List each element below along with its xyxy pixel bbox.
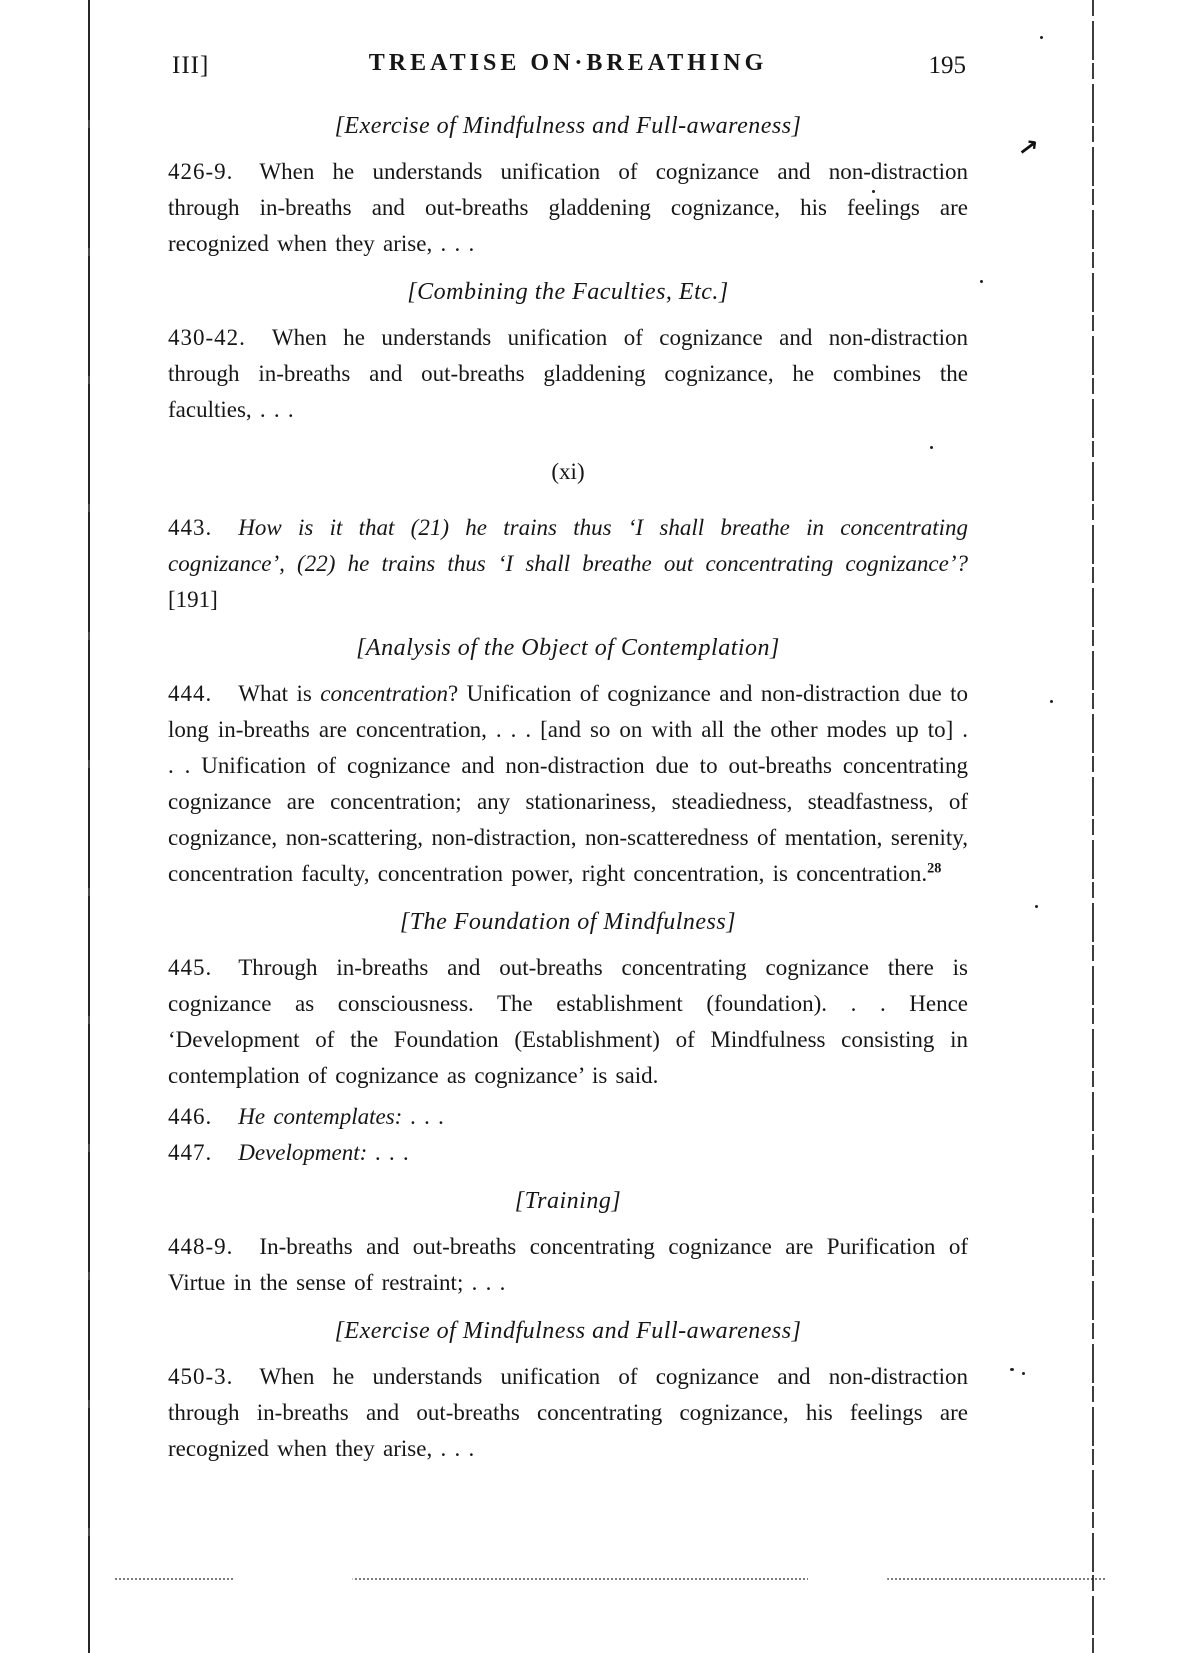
paragraph-number: 447. bbox=[168, 1140, 213, 1165]
paragraph bbox=[168, 1359, 968, 1467]
paragraph bbox=[168, 320, 968, 428]
paragraph-number: 430-42. bbox=[168, 325, 246, 350]
text-run: [191] bbox=[168, 587, 218, 612]
paragraph bbox=[168, 1099, 968, 1135]
text-run: concentration bbox=[320, 681, 448, 706]
section-heading bbox=[168, 274, 968, 310]
running-title: TREATISE ON·BREATHING bbox=[368, 50, 768, 76]
scan-speck bbox=[1010, 1368, 1014, 1371]
paragraph-number: 443. bbox=[168, 515, 213, 540]
text-run: (xi) bbox=[551, 459, 585, 484]
scan-gutter-line-left bbox=[88, 0, 90, 1653]
text-run: [Training] bbox=[514, 1188, 622, 1214]
text-run: When he understands unification of cognizance and non-distraction through in-breaths and out-breaths gladdening cognizance, he combines the faculties, . . . bbox=[168, 325, 968, 422]
paragraph bbox=[168, 510, 968, 618]
section-heading bbox=[168, 1313, 968, 1349]
text-block bbox=[168, 96, 968, 1472]
text-run: Through in-breaths and out-breaths concentrating cognizance there is cognizance as consciousness. The establishment (foundation). . . Hence ‘Development of the Foundation (Establishment) of Mindfulness consisting in contemplation of cognizance as cognizance’ is said. bbox=[168, 955, 968, 1088]
scan-speck bbox=[1035, 905, 1038, 908]
text-run: Development: . . . bbox=[238, 1140, 410, 1165]
text-run: [Analysis of the Object of Contemplation] bbox=[356, 635, 780, 661]
section-heading bbox=[168, 904, 968, 940]
text-run: When he understands unification of cognizance and non-distraction through in-breaths and out-breaths gladdening cognizance, his feelings are recognized when they arise, . . . bbox=[168, 159, 968, 256]
paragraph bbox=[168, 1229, 968, 1301]
paragraph bbox=[168, 154, 968, 262]
section-label bbox=[168, 454, 968, 490]
text-run: ? Unification of cognizance and non-distraction due to long in-breaths are concentration, . . . [and so on with all the other modes up to] . . . Unification of cognizance and non-distraction due to out-breaths concentrating cognizance are concentration; any stationariness, steadiedness, steadfastness, of cognizance, non-scattering, non-distraction, non-scatteredness of mentation, serenity, concentration faculty, concentration power, right concentration, is concentration. bbox=[168, 681, 968, 886]
scan-speck bbox=[1022, 1372, 1025, 1375]
paragraph-number: 450-3. bbox=[168, 1364, 234, 1389]
scan-edge-line-right bbox=[1092, 0, 1094, 1653]
text-run: What is bbox=[238, 681, 321, 706]
text-run: When he understands unification of cognizance and non-distraction through in-breaths and out-breaths concentrating cognizance, his feelings are recognized when they arise, . . . bbox=[168, 1364, 968, 1461]
page-number: 195 bbox=[928, 52, 966, 79]
paragraph-number: 446. bbox=[168, 1104, 213, 1129]
paragraph bbox=[168, 950, 968, 1094]
scan-speck bbox=[1040, 36, 1043, 39]
text-run: [Exercise of Mindfulness and Full-awareness] bbox=[334, 1318, 802, 1344]
text-run: How is it that (21) he trains thus ‘I shall breathe in concentrating cognizance’, (22) he trains thus ‘I shall breathe out concentrating cognizance’? bbox=[168, 515, 968, 576]
page-header bbox=[168, 50, 968, 84]
section-heading bbox=[168, 108, 968, 144]
text-run: [The Foundation of Mindfulness] bbox=[399, 909, 737, 935]
text-run: [Exercise of Mindfulness and Full-awareness] bbox=[334, 113, 802, 139]
paragraph-number: 426-9. bbox=[168, 159, 234, 184]
scan-speck bbox=[980, 280, 983, 283]
footnote-reference: 28 bbox=[927, 860, 942, 877]
text-run: In-breaths and out-breaths concentrating cognizance are Purification of Virtue in the sense of restraint; . . . bbox=[168, 1234, 968, 1295]
paragraph-number: 448-9. bbox=[168, 1234, 234, 1259]
text-run: He contemplates: . . . bbox=[238, 1104, 445, 1129]
paragraph bbox=[168, 1135, 968, 1171]
section-heading bbox=[168, 630, 968, 666]
paragraph bbox=[168, 676, 968, 892]
chapter-marker: III] bbox=[172, 52, 210, 79]
paragraph-number: 444. bbox=[168, 681, 213, 706]
section-heading bbox=[168, 1183, 968, 1219]
scan-speck bbox=[1050, 700, 1053, 703]
paragraph-number: 445. bbox=[168, 955, 213, 980]
scan-speckle-line-bottom bbox=[115, 1578, 1105, 1580]
text-run: [Combining the Faculties, Etc.] bbox=[407, 279, 729, 305]
pen-arrow-mark-icon: ↗ bbox=[1016, 132, 1040, 164]
